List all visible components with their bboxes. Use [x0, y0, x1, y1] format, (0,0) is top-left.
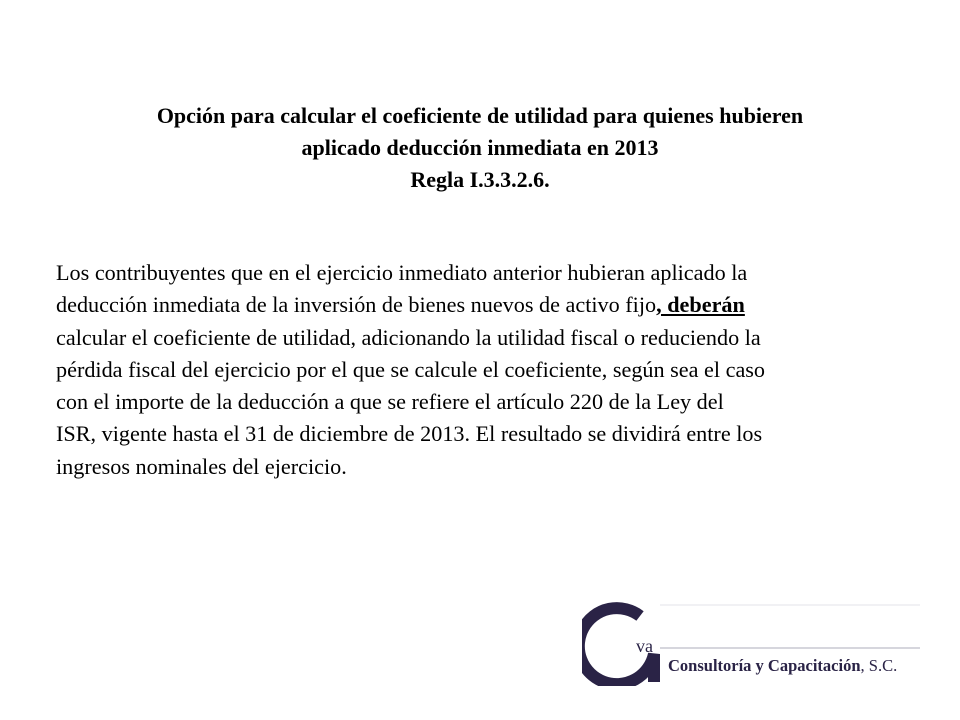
body-line-4: pérdida fiscal del ejercicio por el que se calcule el coeficiente, según sea el caso: [56, 356, 766, 382]
logo-company-name: [668, 656, 897, 676]
body-line-2-text: deducción inmediata de la inversión de bienes nuevos de activo fijo: [56, 292, 657, 318]
company-logo: [582, 602, 922, 686]
body-line-1: Los contribuyentes que en el ejercicio inmediato anterior hubieran aplicado la: [56, 260, 748, 285]
title-line-2: aplicado deducción inmediata en 2013: [301, 135, 659, 160]
body-line-6: ISR, vigente hasta el 31 de diciembre de 2013. El resultado se dividirá entre los: [56, 421, 763, 447]
emphasis-deberan: , deberán: [656, 292, 745, 318]
title-line-1: Opción para calcular el coeficiente de utilidad para quienes hubieren: [156, 103, 804, 128]
slide-title: [60, 100, 900, 196]
rule-reference: Regla I.3.3.2.6.: [410, 167, 550, 192]
body-line-5: con el importe de la deducción a que se refiere el artículo 220 de la Ley del: [56, 389, 724, 415]
logo-company-text: Consultoría y Capacitación: [668, 656, 861, 675]
body-line-2: [56, 289, 916, 321]
logo-monogram-sub: va: [636, 636, 653, 656]
body-line-3: calcular el coeficiente de utilidad, adicionando la utilidad fiscal o reduciendo la: [56, 324, 761, 350]
logo-company-suffix: , S.C.: [860, 656, 898, 675]
body-line-7: ingresos nominales del ejercicio.: [56, 453, 347, 479]
body-paragraph: [56, 257, 916, 483]
